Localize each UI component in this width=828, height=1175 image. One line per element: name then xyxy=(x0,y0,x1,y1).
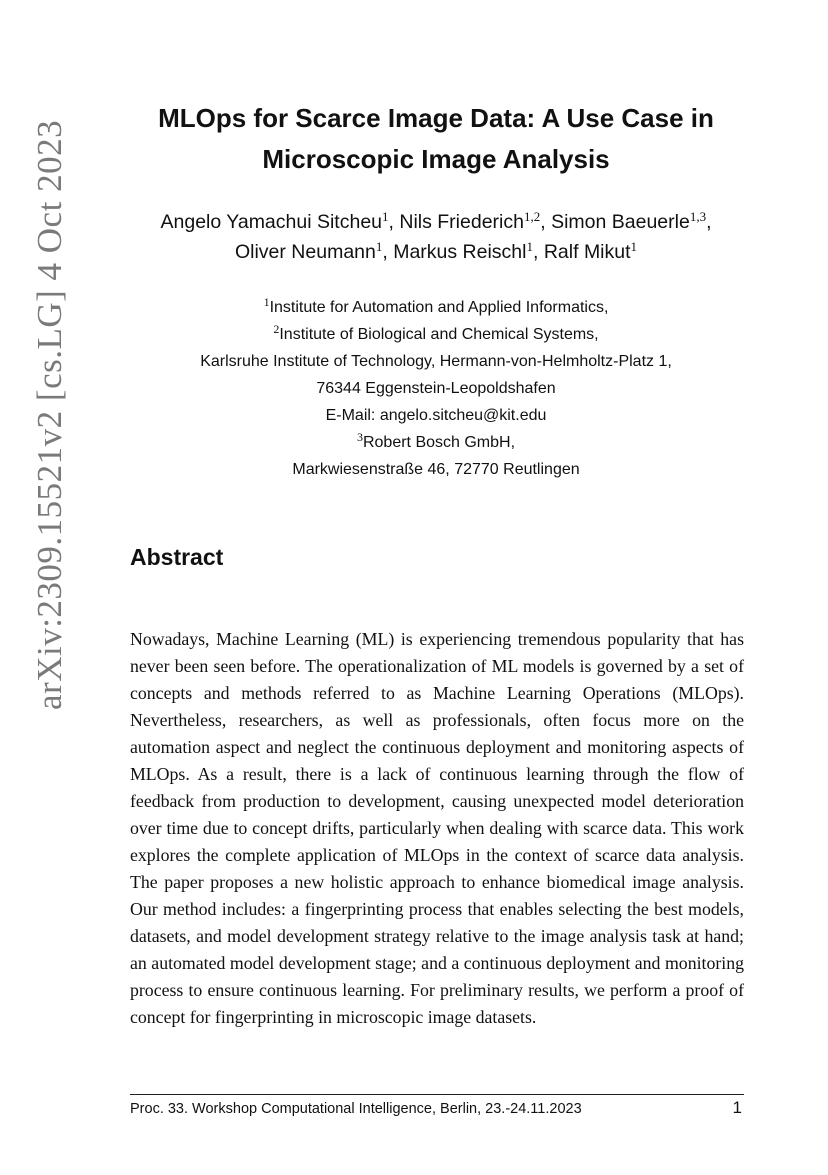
author-line-2: Oliver Neumann$^1$, Markus Reischl$^1$, Ralf Mikut$^1$ xyxy=(234,239,638,263)
affiliation-mark: 3 xyxy=(356,430,363,444)
author-name: Simon Baeuerle xyxy=(551,211,690,233)
affiliation-1 xyxy=(100,294,772,321)
affiliation-text: Institute of Biological and Chemical Systems, xyxy=(279,326,599,343)
paper-title xyxy=(100,98,772,180)
title-line-2: Microscopic Image Analysis xyxy=(262,144,610,174)
email-line: E-Mail: angelo.sitcheu@kit.edu xyxy=(325,407,547,424)
address-line: 76344 Eggenstein-Leopoldshafen xyxy=(316,380,556,397)
author-name: Markus Reischl xyxy=(393,241,527,263)
author-affiliation-mark: 1 xyxy=(382,209,389,224)
arxiv-identifier-stamp: arXiv:2309.15521v2 [cs.LG] 4 Oct 2023 xyxy=(30,119,69,710)
title-line-1: MLOps for Scarce Image Data: A Use Case in xyxy=(158,103,714,133)
abstract-text: Nowadays, Machine Learning (ML) is experiencing tremendous popularity that has never been seen before. The operationalization of ML models is governed by a set of concepts and methods referred to as Machine Learning Operations (MLOps). Nevertheless, researchers, as well as professionals, often focus more on the automation aspect and neglect the continuous deployment and monitoring aspects of MLOps. As a result, there is a lack of continuous learning through the flow of feedback from production to development, causing unexpected model deterioration over time due to concept drifts, particularly when dealing with scarce data. This work explores the complete application of MLOps in the context of scarce data analysis. The paper proposes a new holistic approach to enhance biomedical image analysis. Our method includes: a fingerprinting process that enables selecting the best models, datasets, and model development strategy relative to the image analysis task at hand; an automated model development stage; and a continuous deployment and monitoring process to ensure continuous learning. For preliminary results, we perform a proof of concept for fingerprinting in microscopic image datasets. xyxy=(130,628,744,1027)
affiliations-block xyxy=(100,294,772,483)
author-line-1: Angelo Yamachui Sitcheu$^1$, Nils Friederich$^{1,2}$, Simon Baeuerle$^{1,3}$, xyxy=(160,209,712,233)
author-list xyxy=(100,207,772,267)
affiliation-3 xyxy=(100,429,772,456)
author-affiliation-mark: 1,3 xyxy=(689,209,707,224)
author-name: Angelo Yamachui Sitcheu xyxy=(160,211,383,233)
author-affiliation-mark: 1,2 xyxy=(523,209,541,224)
author-affiliation-mark: 1 xyxy=(526,239,533,254)
affiliation-text: Institute for Automation and Applied Informatics, xyxy=(269,299,609,316)
affiliation-2 xyxy=(100,321,772,348)
affiliation-mark: 2 xyxy=(273,322,280,336)
author-name: Ralf Mikut xyxy=(543,241,631,263)
author-affiliation-mark: 1 xyxy=(630,239,638,254)
page-number: 1 xyxy=(732,1098,742,1117)
author-name: Oliver Neumann xyxy=(234,241,376,263)
footer-divider xyxy=(130,1094,744,1095)
affiliation-3-address: Markwiesenstraße 46, 72770 Reutlingen xyxy=(292,461,580,478)
author-affiliation-mark: 1 xyxy=(375,239,383,254)
institution-line: Karlsruhe Institute of Technology, Hermann-von-Helmholtz-Platz 1, xyxy=(200,353,672,370)
affiliation-mark: 1 xyxy=(263,295,270,309)
footer-citation: Proc. 33. Workshop Computational Intelligence, Berlin, 23.-24.11.2023 xyxy=(130,1101,582,1117)
abstract-heading: Abstract xyxy=(130,544,224,570)
affiliation-text: Robert Bosch GmbH, xyxy=(362,434,516,451)
author-name: Nils Friederich xyxy=(399,211,524,233)
